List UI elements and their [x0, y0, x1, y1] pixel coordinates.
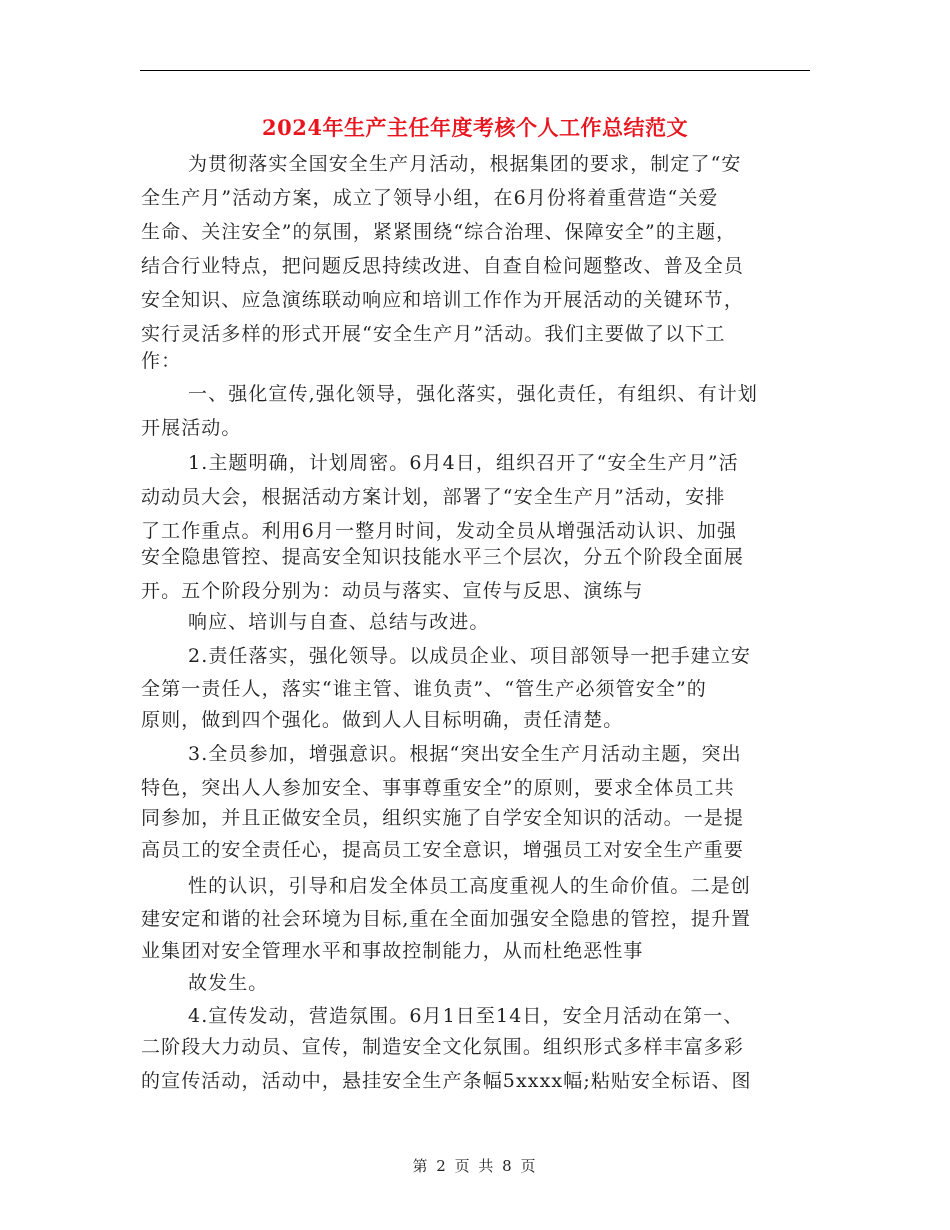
body-line: 结合行业特点，把问题反思持续改进、自查自检问题整改、普及全员	[141, 255, 745, 277]
header-rule	[140, 70, 810, 71]
body-line: 开。五个阶段分别为：动员与落实、宣传与反思、演练与	[141, 580, 644, 602]
body-line: 建安定和谐的社会环境为目标,重在全面加强安全隐患的管控，提升置	[141, 908, 752, 930]
body-line: 开展活动。	[141, 417, 242, 439]
body-line: 3.全员参加，增强意识。根据“突出安全生产月活动主题，突出	[188, 743, 742, 765]
body-line: 业集团对安全管理水平和事故控制能力，从而杜绝恶性事	[141, 940, 644, 962]
body-line: 安全隐患管控、提高安全知识技能水平三个层次，分五个阶段全面展	[141, 546, 745, 568]
body-line: 2.责任落实，强化领导。以成员企业、项目部领导一把手建立安	[188, 645, 752, 667]
body-line: 全生产月”活动方案，成立了领导小组，在6月份将着重营造“关爱	[141, 187, 719, 209]
body-line: 动动员大会，根据活动方案计划，部署了“安全生产月”活动，安排	[141, 486, 726, 508]
body-line: 了工作重点。利用6月一整月时间，发动全员从增强活动认识、加强	[141, 520, 738, 542]
body-line: 全第一责任人，落实“谁主管、谁负责”、“管生产必须管安全”的	[141, 678, 707, 700]
body-line: 生命、关注安全”的氛围，紧紧围绕“综合治理、保障安全”的主题，	[141, 221, 737, 243]
body-line: 1.主题明确，计划周密。6月4日，组织召开了“安全生产月”活	[188, 452, 739, 474]
body-line: 故发生。	[188, 972, 269, 994]
body-line: 安全知识、应急演练联动响应和培训工作作为开展活动的关键环节，	[141, 289, 745, 311]
body-line: 4.宣传发动，营造氛围。6月1日至14日，安全月活动在第一、	[188, 1005, 744, 1027]
body-line: 二阶段大力动员、宣传，制造安全文化氛围。组织形式多样丰富多彩	[141, 1036, 745, 1058]
body-line: 实行灵活多样的形式开展“安全生产月”活动。我们主要做了以下工	[141, 323, 726, 345]
body-line: 高员工的安全责任心，提高员工安全意识，增强员工对安全生产重要	[141, 839, 745, 861]
body-line: 原则，做到四个强化。做到人人目标明确，责任清楚。	[141, 709, 624, 731]
body-line: 性的认识，引导和启发全体员工高度重视人的生命价值。二是创	[188, 875, 751, 897]
body-line: 为贯彻落实全国安全生产月活动，根据集团的要求，制定了“安	[188, 153, 742, 175]
body-line: 响应、培训与自查、总结与改进。	[188, 611, 490, 633]
body-line: 的宣传活动，活动中，悬挂安全生产条幅5xxxx幅;粘贴安全标语、图	[141, 1070, 752, 1092]
body-line: 一、强化宣传,强化领导，强化落实，强化责任，有组织、有计划	[188, 383, 758, 405]
document-title: 2024年生产主任年度考核个人工作总结范文	[262, 115, 688, 140]
body-line: 作：	[141, 350, 182, 372]
page-footer: 第 2 页 共 8 页	[412, 1157, 538, 1175]
body-line: 特色，突出人人参加安全、事事尊重安全”的原则，要求全体员工共	[141, 777, 735, 799]
body-line: 同参加，并且正做安全员，组织实施了自学安全知识的活动。一是提	[141, 807, 745, 829]
